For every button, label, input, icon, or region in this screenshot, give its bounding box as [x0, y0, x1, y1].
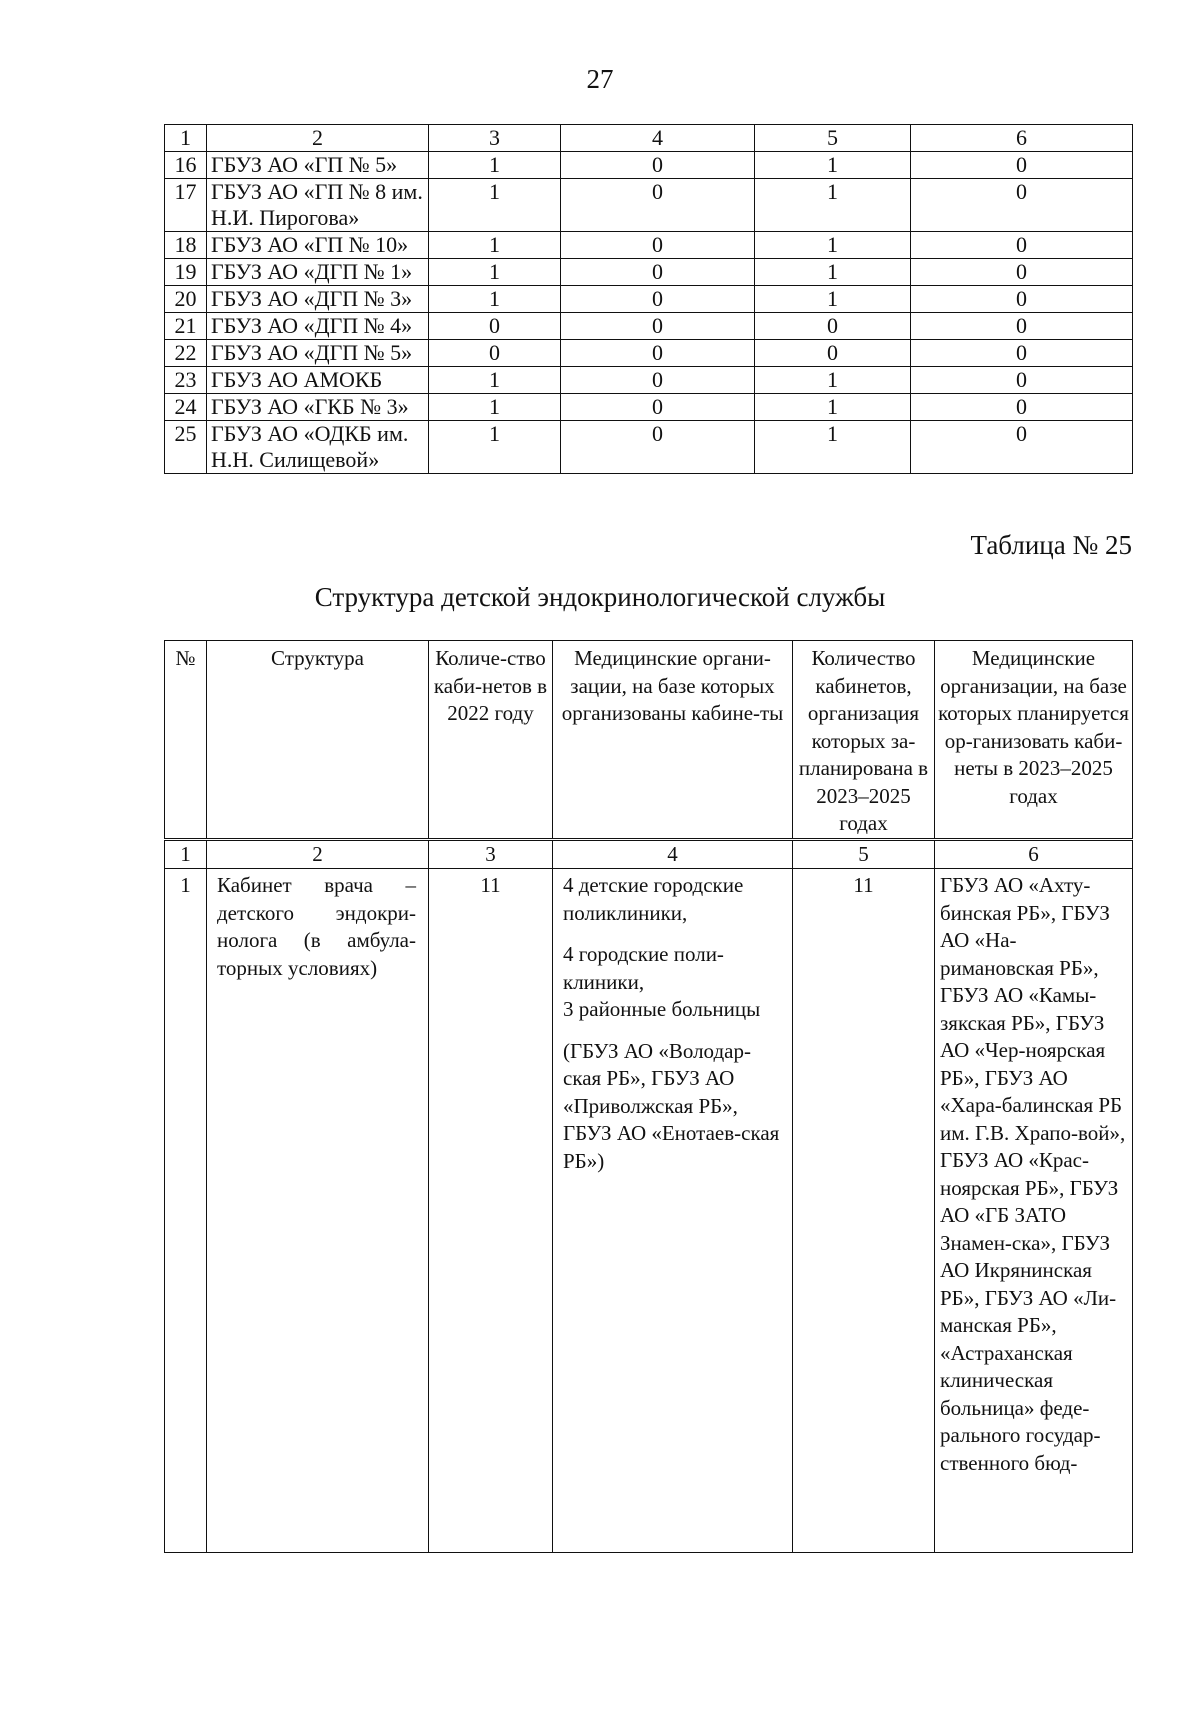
value-cell: 0 — [911, 421, 1133, 474]
table-header-row — [165, 641, 1133, 840]
table-row — [165, 394, 1133, 421]
value-cell: 1 — [429, 367, 561, 394]
table-header-row — [165, 125, 1133, 152]
column-number: 1 — [165, 839, 207, 869]
orgs-paragraph: 3 районные больницы — [563, 997, 761, 1021]
value-cell: 1 — [429, 394, 561, 421]
value-cell: 0 — [911, 340, 1133, 367]
count-2022-cell: 11 — [429, 869, 553, 1553]
table-row — [165, 421, 1133, 474]
row-number: 21 — [165, 313, 207, 340]
header-cell-count-planned: Количество кабинетов, организация которых за-планирована в 2023–2025 годах — [793, 641, 935, 840]
header-cell-orgs: Медицинские органи-зации, на базе которых организованы кабине-ты — [553, 641, 793, 840]
organization-cell: ГБУЗ АО «ГП № 10» — [207, 232, 429, 259]
column-number: 6 — [935, 839, 1133, 869]
column-number: 4 — [553, 839, 793, 869]
table-row — [165, 152, 1133, 179]
value-cell: 0 — [561, 286, 755, 313]
value-cell: 1 — [429, 421, 561, 474]
organization-cell: ГБУЗ АО АМОКБ — [207, 367, 429, 394]
organization-cell: ГБУЗ АО «ГП № 8 им. Н.И. Пирогова» — [207, 179, 429, 232]
value-cell: 0 — [561, 394, 755, 421]
value-cell: 0 — [755, 340, 911, 367]
table-row — [165, 367, 1133, 394]
row-number: 17 — [165, 179, 207, 232]
row-number: 20 — [165, 286, 207, 313]
value-cell: 0 — [429, 340, 561, 367]
header-cell: 5 — [755, 125, 911, 152]
value-cell: 1 — [429, 232, 561, 259]
table-body — [165, 125, 1133, 474]
table-row — [165, 313, 1133, 340]
organization-cell: ГБУЗ АО «ДГП № 4» — [207, 313, 429, 340]
row-number: 19 — [165, 259, 207, 286]
row-number: 18 — [165, 232, 207, 259]
value-cell: 1 — [755, 179, 911, 232]
header-cell-planned-orgs: Медицинские организации, на базе которых планируется ор-ганизовать каби-неты в 2023–2025 годах — [935, 641, 1133, 840]
orgs-cell — [553, 869, 793, 1553]
value-cell: 0 — [429, 313, 561, 340]
organization-cell: ГБУЗ АО «ДГП № 1» — [207, 259, 429, 286]
value-cell: 1 — [429, 152, 561, 179]
row-number: 1 — [165, 869, 207, 1553]
value-cell: 0 — [561, 421, 755, 474]
value-cell: 0 — [911, 367, 1133, 394]
value-cell: 1 — [755, 259, 911, 286]
row-number: 25 — [165, 421, 207, 474]
table-row — [165, 286, 1133, 313]
value-cell: 0 — [561, 340, 755, 367]
value-cell: 0 — [561, 313, 755, 340]
value-cell: 0 — [561, 152, 755, 179]
structure-cell: Кабинет врача – детского эндокри-нолога (в амбула-торных условиях) — [207, 869, 429, 1553]
value-cell: 0 — [561, 259, 755, 286]
table-row — [165, 869, 1133, 1553]
header-cell: 2 — [207, 125, 429, 152]
value-cell: 0 — [911, 152, 1133, 179]
orgs-paragraph: 4 детские городские поликлиники, — [563, 873, 744, 925]
value-cell: 1 — [429, 286, 561, 313]
table-row — [165, 179, 1133, 232]
table-continuation — [164, 124, 1133, 474]
value-cell: 1 — [429, 259, 561, 286]
organization-cell: ГБУЗ АО «ГКБ № 3» — [207, 394, 429, 421]
organization-cell: ГБУЗ АО «ГП № 5» — [207, 152, 429, 179]
header-cell-structure: Структура — [207, 641, 429, 840]
value-cell: 0 — [911, 179, 1133, 232]
header-cell: 3 — [429, 125, 561, 152]
organization-cell: ГБУЗ АО «ДГП № 3» — [207, 286, 429, 313]
column-number: 5 — [793, 839, 935, 869]
value-cell: 0 — [911, 394, 1133, 421]
value-cell: 1 — [755, 152, 911, 179]
orgs-paragraph: 4 городские поли-клиники, — [563, 942, 724, 994]
table-title: Структура детской эндокринологической службы — [314, 582, 886, 612]
header-cell: 1 — [165, 125, 207, 152]
value-cell: 1 — [755, 367, 911, 394]
row-number: 24 — [165, 394, 207, 421]
header-cell: 6 — [911, 125, 1133, 152]
count-planned-cell: 11 — [793, 869, 935, 1553]
planned-orgs-cell: ГБУЗ АО «Ахту-бинская РБ», ГБУЗ АО «На-римановская РБ», ГБУЗ АО «Камы-зякская РБ», ГБУЗ АО «Чер-ноярская РБ», ГБУЗ АО «Хара-балинская РБ им. Г.В. Храпо-вой», ГБУЗ АО «Крас-ноярская РБ», ГБУЗ АО «ГБ ЗАТО Знамен-ска», ГБУЗ АО Икрянинская РБ», ГБУЗ АО «Ли-манская РБ», «Астраханская клиническая больница» феде-рального государ-ственного бюд- — [935, 869, 1133, 1553]
row-number: 16 — [165, 152, 207, 179]
value-cell: 0 — [561, 232, 755, 259]
value-cell: 0 — [755, 313, 911, 340]
row-number: 23 — [165, 367, 207, 394]
value-cell: 1 — [755, 394, 911, 421]
header-cell-count-2022: Количе-ство каби-нетов в 2022 году — [429, 641, 553, 840]
value-cell: 1 — [755, 421, 911, 474]
table-number: Таблица № 25 — [970, 530, 1132, 560]
organization-cell: ГБУЗ АО «ОДКБ им. Н.Н. Силищевой» — [207, 421, 429, 474]
value-cell: 0 — [911, 259, 1133, 286]
endocrinology-structure-table — [164, 640, 1133, 1553]
value-cell: 0 — [561, 179, 755, 232]
header-cell-number: № — [165, 641, 207, 840]
column-number-row — [165, 839, 1133, 869]
value-cell: 1 — [755, 286, 911, 313]
header-cell: 4 — [561, 125, 755, 152]
column-number: 3 — [429, 839, 553, 869]
value-cell: 0 — [911, 286, 1133, 313]
value-cell: 0 — [911, 313, 1133, 340]
orgs-paragraph: (ГБУЗ АО «Володар-ская РБ», ГБУЗ АО «Приволжская РБ», ГБУЗ АО «Енотаев-ская РБ») — [563, 1038, 780, 1173]
value-cell: 1 — [755, 232, 911, 259]
table-row — [165, 340, 1133, 367]
organization-cell: ГБУЗ АО «ДГП № 5» — [207, 340, 429, 367]
table-row — [165, 232, 1133, 259]
table-row — [165, 259, 1133, 286]
value-cell: 0 — [561, 367, 755, 394]
column-number: 2 — [207, 839, 429, 869]
page-number: 27 — [586, 64, 614, 94]
row-number: 22 — [165, 340, 207, 367]
value-cell: 1 — [429, 179, 561, 232]
value-cell: 0 — [911, 232, 1133, 259]
